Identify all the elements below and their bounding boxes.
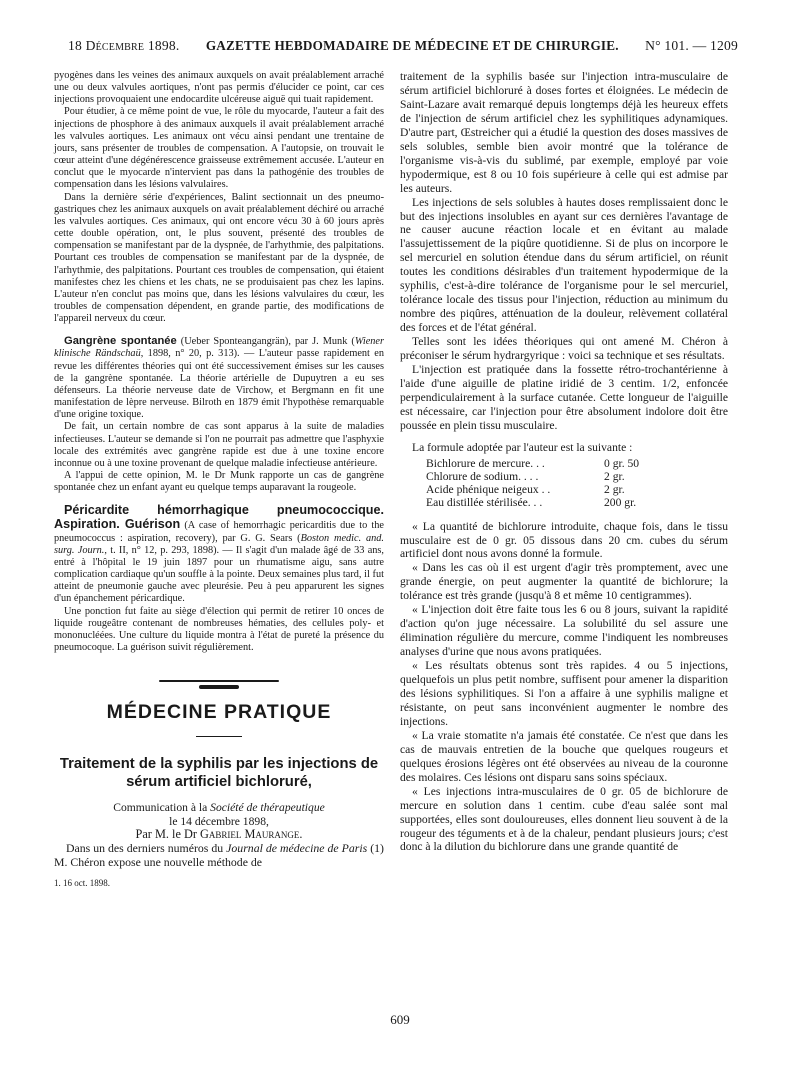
paragraph: Pour étudier, à ce même point de vue, le rôle du myocarde, l'auteur a fait des injections de phosphore à des animaux auxquels il avait préalablement arraché les valvules aortiques. Les animaux ont vécu ainsi pendant une trentaine de jours, sans présenter de troubles de compensation. A l'autopsie, on trouvait le cœur atteint d'une dégénérescence graisseuse extrêmement accusée. L'auteur en conclut que le myocarde n'intervient pas dans la pathogénie des troubles de compensation dans les lésions valvulaires.: [54, 106, 384, 191]
paragraph: A l'appui de cette opinion, M. le Dr Munk rapporte un cas de gangrène spontanée chez un enfant ayant eu quelque temps auparavant la rougeole.: [54, 470, 384, 494]
lead-text: (1) M. Chéron expose une nouvelle méthode de: [54, 840, 384, 869]
ingredient-name: Eau distillée stérilisée. . .: [426, 496, 543, 510]
abstract-body: L'auteur passe rapidement en revue les différentes théories qui ont été successivement émises sur les causes de la gangrène spontanée. La théorie artérielle de Dupuytren a eu ses défenseurs. La théorie nerveuse date de Virchow, et Bergmann en fit une manifestation de lèpre nerveuse. Bilroth en 1879 émit l'hypothèse remarquable d'une origine toxique.: [54, 348, 385, 421]
journal-name: Wiener klinische Rändschaü: [54, 336, 384, 360]
formula-list: [426, 457, 728, 510]
ingredient-name: Chlorure de sodium. . . .: [426, 469, 539, 483]
ingredient-amount: 2 gr.: [604, 469, 625, 483]
paragraph: pyogènes dans les veines des animaux auxquels on avait préalablement arraché une ou deux valvules aortiques, n'ont pas permis d'élucider ce point, car ces injections provoquaient une endocardite ulcéreuse aiguë qui tuait rapidement.: [54, 70, 384, 106]
abstract-citation: (A case of hemorrhagic pericarditis due to the pneumococcus : aspiration, recovery), par G. G. Sears (: [54, 520, 384, 544]
abstract-citation-end: , 1898, n° 20, p. 313). —: [140, 348, 255, 360]
journal-name: Journal de médecine de Paris: [226, 840, 368, 855]
quoted-paragraph: « Les résultats obtenus sont très rapides. 4 ou 5 injections, quelquefois un plus petit nombre, suffisent pour amener la disparition des lésions syphilitiques. Si l'on a affaire à une syphilis maligne et résistante, on peut sans inconvénient augmenter le nombre des injections.: [400, 659, 728, 728]
paragraph: Les injections de sels solubles à hautes doses remplissaient donc le but des injections insolubles en ayant sur ces dernières l'avantage de ne causer aucune réaction locale et en évitant au malade l'assujettissement de la piqûre quotidienne. Si de plus on incorpore le sel mercuriel en solution étendue dans du sérum artificiel, on réunit toutes les conditions désirables d'un traitement hypodermique de la syphilis, c'est-à-dire tolérance de l'organisme pour le sel mercuriel, tolérance locale des tissus pour l'injection, réduction au minimum du nombre des piqûres, atténuation de la douleur, relèvement collatéral des forces et de l'état général.: [400, 195, 728, 335]
article-title: Traitement de la syphilis par les injections de sérum artificiel bichloruré,: [59, 756, 379, 791]
paragraph: L'injection est pratiquée dans la fossette rétro-trochantérienne à l'aide d'une aiguille de platine iridié de 3 centim. 1/2, enfoncée perpendiculairement à la surface cutanée. Cette longueur de l'aiguille est nécessaire, car l'injection pour être absolument indolore doit être poussée en plein tissu musculaire.: [400, 363, 728, 432]
two-column-body: [54, 70, 752, 889]
author-prefix: Par M. le Dr: [135, 827, 201, 842]
ornamental-rule: [159, 680, 279, 682]
formula-row: [426, 457, 676, 470]
ingredient-amount: 200 gr.: [604, 496, 637, 510]
abstract-pericarditis: [54, 504, 384, 605]
paragraph: Telles sont les idées théoriques qui ont amené M. Chéron à préconiser le sérum hydrargyrique : voici sa technique et ses résultats.: [400, 335, 728, 363]
author-line: [54, 828, 384, 840]
section-title: MÉDECINE PRATIQUE: [106, 701, 332, 724]
society-name: Société de thérapeutique: [210, 801, 325, 815]
communication-date: le 14 décembre 1898,: [169, 814, 269, 828]
ingredient-name: Acide phénique neigeux . .: [426, 483, 551, 497]
formula-row: [426, 470, 676, 483]
footnote: 1. 16 oct. 1898.: [54, 878, 110, 889]
header-date: 18 Décembre 1898.: [68, 38, 180, 53]
page-number: 609: [390, 1012, 410, 1027]
paragraph: Une ponction fut faite au siège d'élection qui permit de retirer 10 onces de liquide rougeâtre contenant de nombreuses hématies, des cellules poly- et mononucléées. Une culture du liquide montra à l'état de pureté la présence du pneumocoque. La guérison suivit régulièrement.: [54, 605, 384, 654]
journal-title: GAZETTE HEBDOMADAIRE DE MÉDECINE ET DE CHIRURGIE.: [205, 38, 619, 53]
ingredient-name: Bichlorure de mercure. . .: [426, 456, 545, 470]
right-column: [400, 70, 728, 889]
abstract-gangrene: [54, 335, 384, 421]
short-rule: [196, 736, 242, 737]
article-lead: [54, 841, 384, 870]
quoted-paragraph: « La vraie stomatite n'a jamais été constatée. Ce n'est que dans les cas de mauvais entretien de la bouche que quelques rougeurs et quelques érosions légères ont été observées au niveau de la couronne des molaires. Ces lésions ont disparu sans soins spéciaux.: [400, 728, 728, 784]
abstract-heading: Péricardite hémorrhagique pneumococcique. Aspiration. Guérison: [54, 503, 384, 532]
abstract-citation: (Ueber Sponteangangrän), par J. Munk (: [176, 336, 355, 348]
quoted-paragraph: « La quantité de bichlorure introduite, chaque fois, dans le tissu musculaire est de 0 gr. 05 dissous dans 20 cm. cubes du sérum artificiel dont nous avons donné la formule.: [400, 519, 728, 561]
communication-line: [54, 801, 384, 815]
ingredient-amount: 0 gr. 50: [604, 456, 640, 470]
issue-and-page: N° 101. — 1209: [645, 38, 738, 53]
formula-row: [426, 496, 676, 509]
lead-text: Dans un des derniers numéros du: [66, 840, 227, 855]
ingredient-amount: 2 gr.: [604, 483, 625, 497]
formula-row: [426, 483, 676, 496]
ornamental-rule-center: [199, 685, 239, 689]
running-head: [54, 38, 752, 54]
left-column: [54, 70, 384, 889]
paragraph: traitement de la syphilis basée sur l'injection intra-musculaire de sérum artificiel bichloruré à doses fortes et éloignées. Le médecin de Saint-Lazare avait remarqué depuis longtemps déjà les heureux effets de l'injection de sérum artificiel chez les syphilitiques adynamiques. D'autre part, Œstreicher qui a étudié la question des doses massives de sels solubles, semble bien avoir montré que la tolérance de l'organisme vis-à-vis du sublimé, par exemple, employé par voie hypodermique, est 8 ou 10 fois supérieure à celle qui est admise par les auteurs.: [400, 70, 728, 195]
communication-text: Communication à la: [113, 801, 211, 815]
abstract-body: , t. II, n° 12, p. 293, 1898). — Il s'agit d'un malade âgé de 33 ans, entré à l'hôpital le 19 juin 1897 pour un rhumatisme aigu, sans autre complication cardiaque qu'un souffle à la pointe. Deux semaines plus tard, il fut atteint de pneumonie gauche avec pleurésie. Peu à peu apparurent les signes d'un épanchement péricardique.: [54, 544, 384, 605]
quoted-paragraph: « Dans les cas où il est urgent d'agir très promptement, avec une grande énergie, on peut augmenter la quantité de bichlorure; la tolérance est très grande (jusqu'à 8 et même 10 centigrammes).: [400, 561, 728, 603]
formula-intro: La formule adoptée par l'auteur est la suivante :: [412, 440, 633, 454]
paragraph: De fait, un certain nombre de cas sont apparus à la suite de maladies infectieuses. L'auteur se demande si l'on ne pourrait pas admettre que l'asphyxie locale des extrémités avec gangrène rapide est due à une toxine encore inconnue ou à une toxine provenant de quelque maladie infectieuse antérieure.: [54, 421, 384, 469]
author-name: Gabriel Maurange.: [200, 827, 303, 842]
abstract-heading: Gangrène spontanée: [64, 335, 177, 348]
journal-name: Boston medic. and. surg. Journ.: [54, 532, 384, 556]
quoted-paragraph: « Les injections intra-musculaires de 0 gr. 05 de bichlorure de mercure en solution dans 1 centim. cube d'eau salée sont mal supportées, elles sont douloureuses, elles donnent lieu souvent à de la rougeur des téguments et à de la chaleur, pendant plusieurs jours; c'est donc à la dilution du bichlorure dans une grande quantité de: [400, 784, 728, 854]
quoted-paragraph: « L'injection doit être faite tous les 6 ou 8 jours, suivant la rapidité d'action qu'on juge nécessaire. La solubilité du sel assure une élimination régulière du mercure, comme l'indiquent les nombreuses analyses d'urine que nous avons pratiquées.: [400, 603, 728, 659]
paragraph: Dans la dernière série d'expériences, Balint sectionnait un des pneumo-gastriques chez les animaux auxquels on avait préalablement déchiré ou arraché les valvules aortiques. Ces animaux, qui ont encore vécu 30 à 60 jours après cette double opération, ont, le plus souvent, présenté des troubles de compensation se manifestant par de la dyspnée, de l'arhythmie, des palpitations. Pourtant ces troubles de compensation se manifestant par de la dyspnée, de l'arhythmie, des palpitations. Pourtant ces troubles de compensation, qui étaient manifestes chez les chiens et les chats, ne se produisaient pas chez les lapins. L'auteur n'en conclut pas moins que, dans les lésions valvulaires du cœur, les troubles de compensation dépendent, en grande partie, des modifications de l'appareil nerveux du cœur.: [54, 191, 384, 325]
